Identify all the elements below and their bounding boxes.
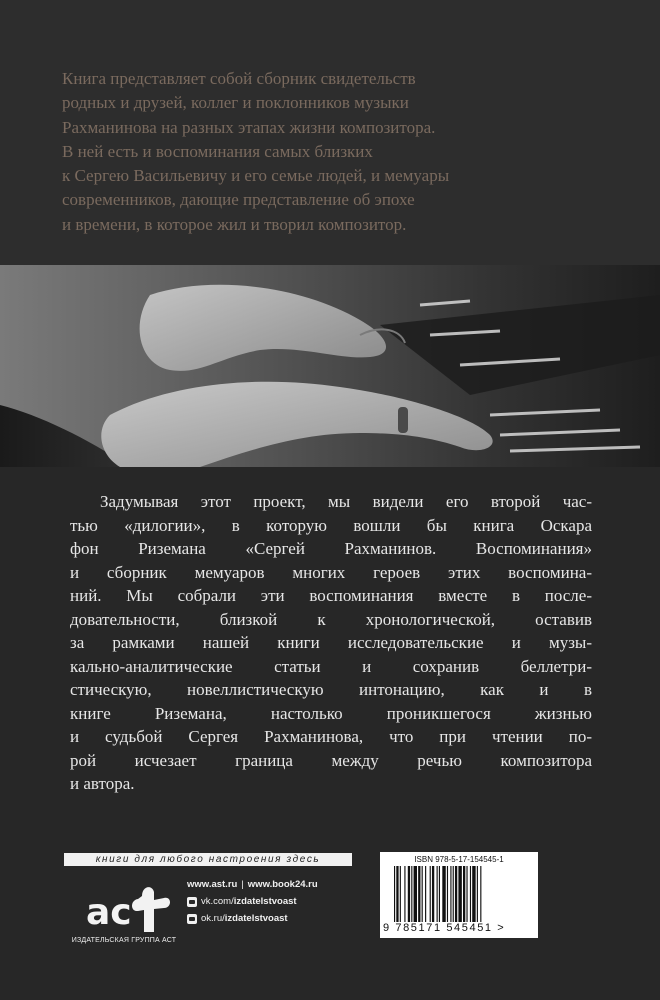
website-row — [187, 876, 318, 893]
barcode-panel — [380, 852, 538, 938]
ok-handle: izdatelstvoast — [224, 913, 288, 924]
odnoklassniki-icon — [187, 914, 197, 924]
link-separator: | — [241, 879, 244, 890]
main-line: фон Риземана «Сергей Рахманинов. Воспоминания» — [70, 539, 592, 558]
main-line: ний. Мы собрали эти воспоминания вместе в после- — [70, 586, 592, 605]
main-line: за рамками нашей книги исследовательские и музы- — [70, 633, 592, 652]
blurb-line: современников, дающие представление об эпохе — [62, 190, 415, 210]
main-line: стическую, новеллистическую интонацию, как и в — [70, 680, 592, 699]
publisher-imprint: ИЗДАТЕЛЬСКАЯ ГРУППА АСТ — [71, 937, 177, 944]
isbn-text: ISBN 978-5-17-154545-1 — [414, 855, 504, 864]
main-line: кально-аналитические статьи и сохранив беллетри- — [70, 656, 592, 676]
vk-row[interactable] — [187, 893, 318, 910]
blurb-line: В ней есть и воспоминания самых близких — [62, 141, 373, 161]
main-line: и судьбой Сергея Рахманинова, что при чтении по- — [70, 727, 592, 746]
website-link-book24[interactable]: www.book24.ru — [247, 879, 318, 890]
vk-icon — [187, 897, 197, 907]
ok-prefix: ok.ru/ — [201, 913, 225, 924]
ast-logo-icon — [80, 878, 180, 938]
main-line: и сборник мемуаров многих героев этих воспоминa- — [70, 562, 592, 582]
main-line: рой исчезает граница между речью композитора — [70, 750, 592, 770]
blurb-line: к Сергею Васильевичу и его семье людей, и мемуары — [62, 166, 450, 186]
blurb-paragraph — [62, 67, 602, 237]
main-line: довательности, близкой к хронологической, оставив — [70, 609, 592, 629]
barcode-icon — [394, 866, 524, 922]
ok-row[interactable] — [187, 910, 318, 927]
website-link-ast[interactable]: www.ast.ru — [187, 879, 238, 890]
main-line: и автора. — [70, 774, 135, 793]
main-line: Задумывая этот проект, мы видели его второй час- — [100, 492, 592, 511]
piano-hands-photo — [0, 265, 660, 467]
vk-prefix: vk.com/ — [201, 896, 234, 907]
main-paragraph — [70, 490, 592, 796]
publisher-links — [187, 876, 318, 927]
logo-text: ac — [86, 892, 132, 933]
vk-handle: izdatelstvoast — [233, 896, 297, 907]
blurb-line: Рахманинова на разных этапах жизни композитора. — [62, 117, 436, 137]
main-line: тью «дилогии», в которую вошли бы книга Оскара — [70, 515, 592, 535]
blurb-line: и времени, в которое жил и творил композитор. — [62, 214, 407, 234]
blurb-line: Книга представляет собой сборник свидетельств — [62, 69, 416, 88]
main-line: книге Риземана, настолько проникшегося жизнью — [70, 703, 592, 723]
blurb-line: родных и друзей, коллег и поклонников музыки — [62, 93, 409, 113]
piano-hands-illustration — [0, 265, 660, 467]
publisher-tagline: книги для любого настроения здесь — [64, 853, 352, 866]
barcode-digits: 9 785171 545451 > — [383, 922, 506, 934]
